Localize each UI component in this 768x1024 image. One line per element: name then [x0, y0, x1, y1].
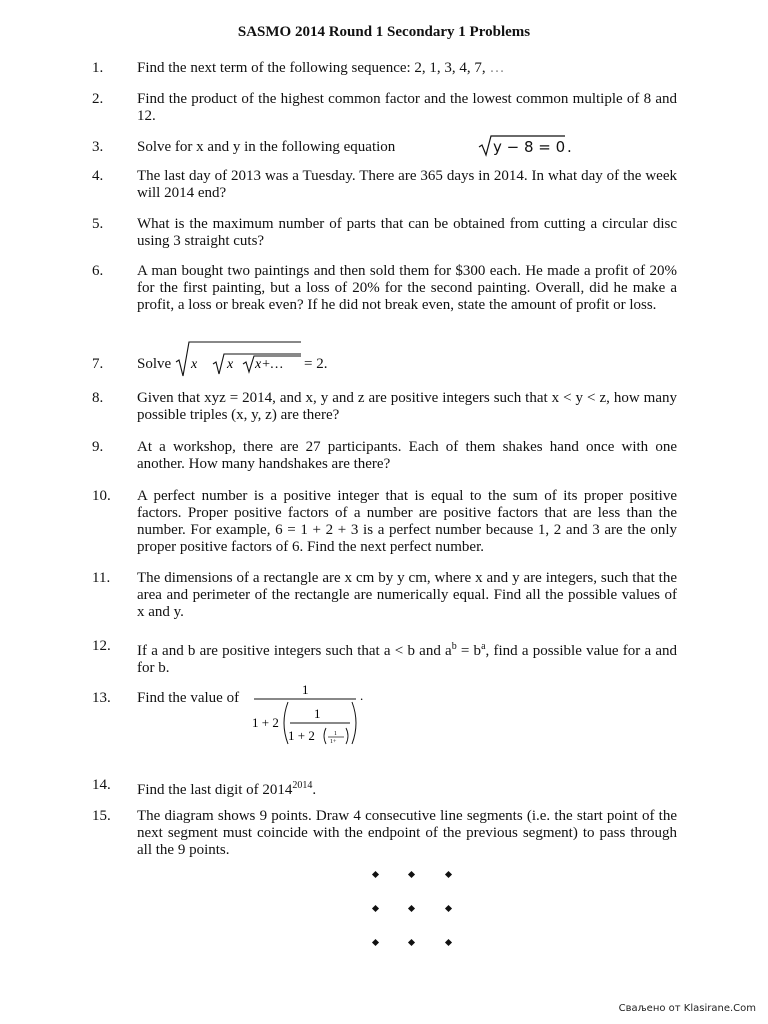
- problem-1-text: Find the next term of the following sequence: 2, 1, 3, 4, 7,: [137, 60, 486, 76]
- point: [372, 871, 379, 878]
- radical-x-outer: x: [191, 357, 198, 372]
- problem-14-text: Find the last digit of 2014: [137, 782, 293, 798]
- problem-number: 11.: [92, 570, 111, 586]
- nested-radical: [175, 340, 305, 380]
- point: [408, 871, 415, 878]
- problem-text: [137, 638, 677, 677]
- radical-x-inner: x+…: [255, 357, 284, 372]
- problem-number: 12.: [92, 638, 111, 654]
- problem-number: 9.: [92, 439, 104, 455]
- problem-number: 10.: [92, 488, 111, 504]
- problem-text: The diagram shows 9 points. Draw 4 consecutive line segments (i.e. the start point of the next segment must coincide with the endpoint of the previous segment) to pass through all the 9 points.: [137, 808, 677, 858]
- exponent: 2014: [292, 780, 313, 791]
- problem-number: 2.: [92, 91, 104, 107]
- superscript-a: a: [481, 641, 486, 652]
- problem-text: Find the product of the highest common factor and the lowest common multiple of 8 and 12.: [137, 91, 677, 124]
- continued-fraction: [248, 678, 373, 750]
- tiny-numerator: 1: [334, 731, 337, 737]
- sqrt-equation: [477, 134, 572, 162]
- radicand: y − 8 = 0: [493, 138, 566, 156]
- problem-text: Find the value of: [137, 690, 240, 706]
- problem-text: Given that xyz = 2014, and x, y and z are positive integers such that x < y < z, how many possible triples (x, y, z) are there?: [137, 390, 677, 423]
- problem-12-text-b: = b: [456, 643, 482, 659]
- problem-number: 1.: [92, 60, 104, 76]
- fraction-period: .: [360, 688, 364, 703]
- period: .: [567, 138, 572, 156]
- tiny-denominator: 1+: [330, 739, 337, 745]
- period: .: [312, 782, 317, 798]
- problem-text: At a workshop, there are 27 participants. Each of them shakes hand once with one another. How many handshakes are there?: [137, 439, 677, 472]
- fraction-numerator: 1: [302, 682, 309, 697]
- problem-text: Solve for x and y in the following equation: [137, 139, 396, 155]
- footer-watermark: Сваљено от Klasirane.Com: [618, 1003, 756, 1014]
- problem-text: Solve: [137, 356, 172, 372]
- problem-text: [137, 777, 677, 799]
- radical-x-middle: x: [227, 357, 234, 372]
- problem-number: 3.: [92, 139, 104, 155]
- problem-text: A man bought two paintings and then sold them for $300 each. He made a profit of 20% for the first painting, but a loss of 20% for the second painting. Overall, did he make a profit, a loss or break even? If he did not break even, state the amount of profit or loss.: [137, 263, 677, 313]
- point: [372, 905, 379, 912]
- inner-one-plus-two: 1 + 2: [288, 728, 315, 743]
- problem-number: 7.: [92, 356, 104, 372]
- point: [445, 905, 452, 912]
- ellipsis: …: [489, 60, 505, 76]
- fraction-one-plus-two: 1 + 2: [252, 715, 279, 730]
- problem-text: A perfect number is a positive integer that is equal to the sum of its proper positive factors. Proper positive factors of a number are positive factors that are less than the number. For example, 6 = 1 + 2 + 3 is a perfect number because 1, 2 and 3 are the only proper positive factors of 6. Find the next perfect number.: [137, 488, 677, 555]
- point: [445, 939, 452, 946]
- problem-number: 13.: [92, 690, 111, 706]
- problem-text: The last day of 2013 was a Tuesday. There are 365 days in 2014. In what day of the week will 2014 end?: [137, 168, 677, 201]
- point: [445, 871, 452, 878]
- inner-numerator: 1: [314, 706, 321, 721]
- problem-12-text-a: If a and b are positive integers such that a < b and a: [137, 643, 452, 659]
- superscript-b: b: [451, 641, 457, 652]
- point: [372, 939, 379, 946]
- problem-number: 4.: [92, 168, 104, 184]
- problem-number: 8.: [92, 390, 104, 406]
- problem-number: 15.: [92, 808, 111, 824]
- problem-number: 6.: [92, 263, 104, 279]
- point: [408, 905, 415, 912]
- problem-number: 14.: [92, 777, 111, 793]
- point: [408, 939, 415, 946]
- problem-12-text-c: , find a possible value for a and for b.: [137, 643, 677, 676]
- equals-two: = 2.: [304, 356, 328, 372]
- problem-number: 5.: [92, 216, 104, 232]
- page-title: SASMO 2014 Round 1 Secondary 1 Problems: [237, 24, 531, 40]
- problem-text: The dimensions of a rectangle are x cm by y cm, where x and y are integers, such that the area and perimeter of the rectangle are numerically equal. Find all the possible values of x and y.: [137, 570, 677, 620]
- problem-text: [137, 60, 677, 77]
- problem-text: What is the maximum number of parts that can be obtained from cutting a circular disc using 3 straight cuts?: [137, 216, 677, 249]
